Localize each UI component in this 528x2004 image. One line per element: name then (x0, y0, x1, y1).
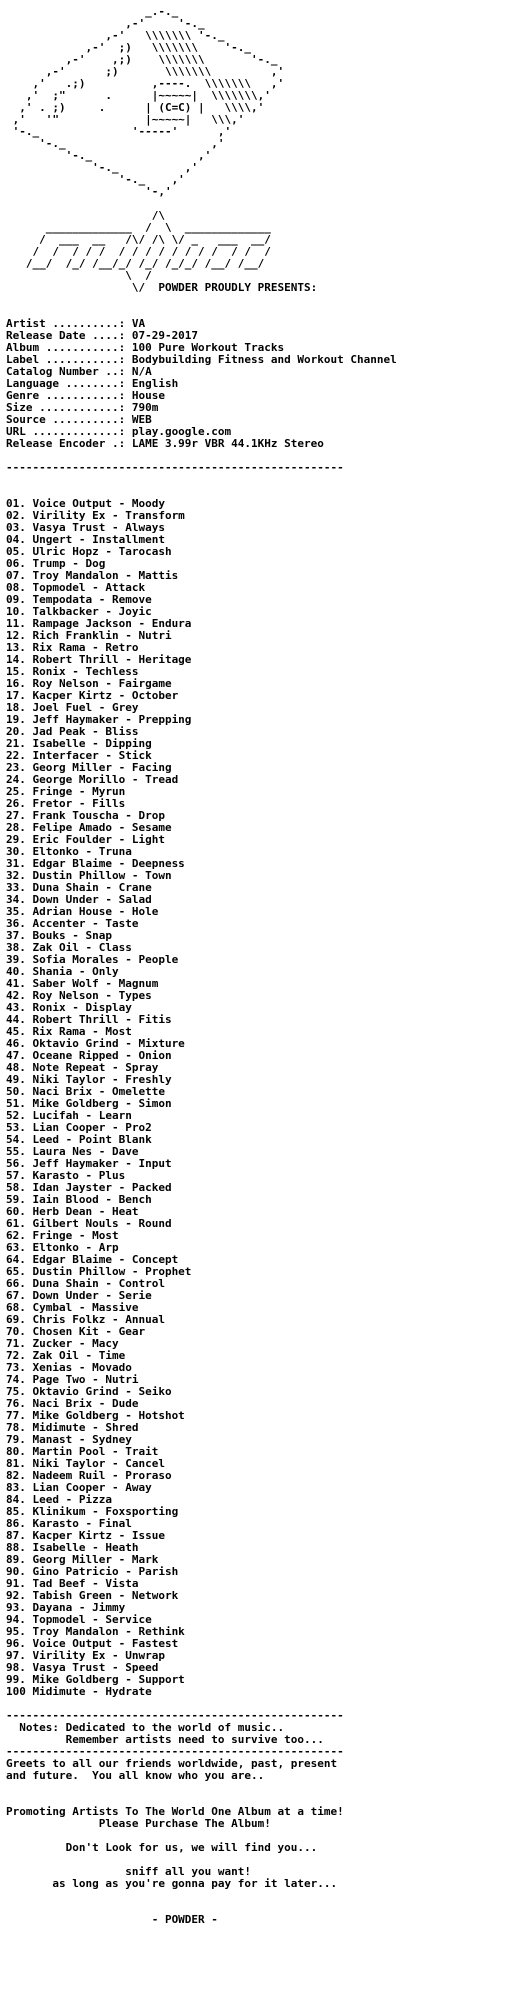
nfo-line: 92. Tabish Green - Network (6, 1589, 179, 1602)
nfo-line: ,' . ;) . | (C=C) | \\\\,' (6, 101, 265, 114)
nfo-line: 17. Kacper Kirtz - October (6, 689, 179, 702)
nfo-line: 53. Lian Cooper - Pro2 (6, 1121, 152, 1134)
nfo-line: Promoting Artists To The World One Album at a time! (6, 1805, 344, 1818)
nfo-line: 100 Midimute - Hydrate (6, 1685, 152, 1698)
nfo-line: 42. Roy Nelson - Types (6, 989, 152, 1002)
nfo-line: ,-' ;) \\\\\\\ '-._ (6, 41, 252, 54)
nfo-line: URL .............: play.google.com (6, 425, 232, 438)
nfo-line: '-._ ,' (6, 149, 212, 162)
nfo-line: 26. Fretor - Fills (6, 797, 126, 810)
nfo-line: _.-._ (6, 5, 179, 18)
nfo-line: 61. Gilbert Nouls - Round (6, 1217, 172, 1230)
nfo-line: 73. Xenias - Movado (6, 1361, 132, 1374)
nfo-line: sniff all you want! (6, 1865, 252, 1878)
nfo-line: 52. Lucifah - Learn (6, 1109, 132, 1122)
nfo-line: 81. Niki Taylor - Cancel (6, 1457, 165, 1470)
nfo-line: Genre ...........: House (6, 389, 165, 402)
nfo-line: ,-' '-._ (6, 17, 205, 30)
nfo-line: 24. George Morillo - Tread (6, 773, 179, 786)
nfo-line: 01. Voice Output - Moody (6, 497, 165, 510)
nfo-line: 88. Isabelle - Heath (6, 1541, 139, 1554)
nfo-line: 66. Duna Shain - Control (6, 1277, 165, 1290)
nfo-line: 75. Oktavio Grind - Seiko (6, 1385, 172, 1398)
nfo-line: 35. Adrian House - Hole (6, 905, 159, 918)
nfo-line: 82. Nadeem Ruil - Proraso (6, 1469, 172, 1482)
nfo-line: '-._ ,' (6, 173, 185, 186)
nfo-line: 54. Leed - Point Blank (6, 1133, 152, 1146)
nfo-line: 18. Joel Fuel - Grey (6, 701, 139, 714)
nfo-line: 23. Georg Miller - Facing (6, 761, 172, 774)
nfo-line: 06. Trump - Dog (6, 557, 106, 570)
nfo-line: 78. Midimute - Shred (6, 1421, 139, 1434)
nfo-line: 33. Duna Shain - Crane (6, 881, 152, 894)
nfo-line: 89. Georg Miller - Mark (6, 1553, 159, 1566)
nfo-line: 34. Down Under - Salad (6, 893, 152, 906)
nfo-line: '-._ ,' (6, 137, 225, 150)
nfo-line: 32. Dustin Phillow - Town (6, 869, 172, 882)
nfo-line: 48. Note Repeat - Spray (6, 1061, 159, 1074)
nfo-line: 10. Talkbacker - Joyic (6, 605, 152, 618)
nfo-line: 85. Klinikum - Foxsporting (6, 1505, 179, 1518)
nfo-line: 83. Lian Cooper - Away (6, 1481, 152, 1494)
nfo-line: 25. Fringe - Myrun (6, 785, 126, 798)
nfo-line: 67. Down Under - Serie (6, 1289, 152, 1302)
nfo-line: 64. Edgar Blaime - Concept (6, 1253, 179, 1266)
nfo-line: 19. Jeff Haymaker - Prepping (6, 713, 192, 726)
nfo-line: 99. Mike Goldberg - Support (6, 1673, 185, 1686)
nfo-line: 03. Vasya Trust - Always (6, 521, 165, 534)
nfo-line: 51. Mike Goldberg - Simon (6, 1097, 172, 1110)
nfo-line: Release Encoder .: LAME 3.99r VBR 44.1KHz Stereo (6, 437, 324, 450)
nfo-line: 20. Jad Peak - Bliss (6, 725, 139, 738)
nfo-line: 46. Oktavio Grind - Mixture (6, 1037, 185, 1050)
nfo-line: 44. Robert Thrill - Fitis (6, 1013, 172, 1026)
nfo-line: Catalog Number ..: N/A (6, 365, 152, 378)
nfo-line: Notes: Dedicated to the world of music.. (6, 1721, 285, 1734)
nfo-line: 45. Rix Rama - Most (6, 1025, 132, 1038)
nfo-line: 63. Eltonko - Arp (6, 1241, 119, 1254)
nfo-line: 16. Roy Nelson - Fairgame (6, 677, 172, 690)
nfo-line: 41. Saber Wolf - Magnum (6, 977, 159, 990)
nfo-line: 38. Zak Oil - Class (6, 941, 132, 954)
nfo-line: 07. Troy Mandalon - Mattis (6, 569, 179, 582)
nfo-line: /\ (6, 209, 165, 222)
nfo-line: /__/ /_/ /__/_/ /_/ /_/_/ /__/ /__/ (6, 257, 265, 270)
nfo-line: 91. Tad Beef - Vista (6, 1577, 139, 1590)
nfo-line: 58. Idan Jayster - Packed (6, 1181, 172, 1194)
nfo-line: 95. Troy Mandalon - Rethink (6, 1625, 185, 1638)
nfo-line: / / / / / / / / / / / / / / / / (6, 245, 271, 258)
nfo-line: Source ..........: WEB (6, 413, 152, 426)
nfo-line: 15. Ronix - Techless (6, 665, 139, 678)
nfo-line: 76. Naci Brix - Dude (6, 1397, 139, 1410)
nfo-line: 80. Martin Pool - Trait (6, 1445, 159, 1458)
nfo-line: 60. Herb Dean - Heat (6, 1205, 139, 1218)
nfo-line: Album ...........: 100 Pure Workout Tracks (6, 341, 285, 354)
nfo-line: 79. Manast - Sydney (6, 1433, 132, 1446)
nfo-line: 27. Frank Touscha - Drop (6, 809, 165, 822)
nfo-line: Please Purchase The Album! (6, 1817, 271, 1830)
nfo-line: 40. Shania - Only (6, 965, 119, 978)
nfo-line: --------------------------------------------------- (6, 1745, 344, 1758)
nfo-line: 96. Voice Output - Fastest (6, 1637, 179, 1650)
nfo-line: _____________ / \ _____________ (6, 221, 271, 234)
nfo-line: 12. Rich Franklin - Nutri (6, 629, 172, 642)
nfo-line: 87. Kacper Kirtz - Issue (6, 1529, 165, 1542)
nfo-line: 11. Rampage Jackson - Endura (6, 617, 192, 630)
nfo-line (6, 1782, 397, 1794)
nfo-line: 02. Virility Ex - Transform (6, 509, 185, 522)
nfo-line: 55. Laura Nes - Dave (6, 1145, 139, 1158)
nfo-line: Greets to all our friends worldwide, past, present (6, 1757, 338, 1770)
nfo-line: Size ............: 790m (6, 401, 159, 414)
nfo-line: 13. Rix Rama - Retro (6, 641, 139, 654)
nfo-line: Language ........: English (6, 377, 179, 390)
nfo-line: 37. Bouks - Snap (6, 929, 112, 942)
nfo-line: Don't Look for us, we will find you... (6, 1841, 318, 1854)
nfo-line: '-._ '-----' ,' (6, 125, 232, 138)
nfo-line: Artist ..........: VA (6, 317, 146, 330)
nfo-line: 28. Felipe Amado - Sesame (6, 821, 172, 834)
nfo-line: \ / (6, 269, 152, 282)
nfo-line: 50. Naci Brix - Omelette (6, 1085, 165, 1098)
nfo-line: 29. Eric Foulder - Light (6, 833, 165, 846)
nfo-line: as long as you're gonna pay for it later... (6, 1877, 338, 1890)
nfo-line: 94. Topmodel - Service (6, 1613, 152, 1626)
nfo-line: 21. Isabelle - Dipping (6, 737, 152, 750)
nfo-line: 09. Tempodata - Remove (6, 593, 152, 606)
nfo-line: 84. Leed - Pizza (6, 1493, 112, 1506)
nfo-line: ,' '" |~~~~~| \\\,' (6, 113, 245, 126)
nfo-line: 49. Niki Taylor - Freshly (6, 1073, 172, 1086)
nfo-line: ,' ;" . |~~~~~| \\\\\\\,' (6, 89, 271, 102)
nfo-line: and future. You all know who you are.. (6, 1769, 265, 1782)
nfo-text-block (6, 6, 397, 1926)
nfo-line: 39. Sofia Morales - People (6, 953, 179, 966)
nfo-line: Release Date ....: 07-29-2017 (6, 329, 199, 342)
nfo-line: 70. Chosen Kit - Gear (6, 1325, 146, 1338)
nfo-line: 62. Fringe - Most (6, 1229, 119, 1242)
nfo-line: '-._ ,' (6, 161, 199, 174)
nfo-line: - POWDER - (6, 1913, 218, 1926)
nfo-line: ,' .;) ,----. \\\\\\\ ,' (6, 77, 285, 90)
nfo-line: --------------------------------------------------- (6, 461, 344, 474)
nfo-line (6, 294, 397, 306)
nfo-line: 93. Dayana - Jimmy (6, 1601, 126, 1614)
nfo-line: / ___ __ /\/ /\ \/ _ ___ __/ (6, 233, 271, 246)
nfo-line: 56. Jeff Haymaker - Input (6, 1157, 172, 1170)
nfo-line: ,-' ;) \\\\\\\ ,' (6, 65, 285, 78)
nfo-line: 77. Mike Goldberg - Hotshot (6, 1409, 185, 1422)
nfo-line: 97. Virility Ex - Unwrap (6, 1649, 165, 1662)
nfo-line: --------------------------------------------------- (6, 1709, 344, 1722)
nfo-line: 68. Cymbal - Massive (6, 1301, 139, 1314)
nfo-line: 86. Karasto - Final (6, 1517, 132, 1530)
nfo-line: 05. Ulric Hopz - Tarocash (6, 545, 172, 558)
nfo-line: 47. Oceane Ripped - Onion (6, 1049, 172, 1062)
nfo-line: Label ...........: Bodybuilding Fitness and Workout Channel (6, 353, 397, 366)
nfo-line: '-,' (6, 185, 172, 198)
nfo-line: Remember artists need to survive too... (6, 1733, 324, 1746)
nfo-line: 31. Edgar Blaime - Deepness (6, 857, 185, 870)
nfo-line: 22. Interfacer - Stick (6, 749, 152, 762)
nfo-line: 90. Gino Patricio - Parish (6, 1565, 179, 1578)
nfo-line: 36. Accenter - Taste (6, 917, 139, 930)
nfo-line: 14. Robert Thrill - Heritage (6, 653, 192, 666)
nfo-line: 04. Ungert - Installment (6, 533, 165, 546)
nfo-line: 30. Eltonko - Truna (6, 845, 132, 858)
nfo-line: 65. Dustin Phillow - Prophet (6, 1265, 192, 1278)
nfo-line: 69. Chris Folkz - Annual (6, 1313, 165, 1326)
nfo-line: 98. Vasya Trust - Speed (6, 1661, 159, 1674)
nfo-line: ,-' \\\\\\\ '-._ (6, 29, 225, 42)
nfo-line: 43. Ronix - Display (6, 1001, 132, 1014)
nfo-line (6, 1890, 397, 1902)
nfo-line (6, 474, 397, 486)
nfo-line: ,-' ,;) \\\\\\\ '-._ (6, 53, 278, 66)
nfo-line: \/ POWDER PROUDLY PRESENTS: (6, 281, 318, 294)
nfo-line: 08. Topmodel - Attack (6, 581, 146, 594)
nfo-line: 71. Zucker - Macy (6, 1337, 119, 1350)
nfo-line: 74. Page Two - Nutri (6, 1373, 139, 1386)
nfo-line: 59. Iain Blood - Bench (6, 1193, 152, 1206)
nfo-line: 72. Zak Oil - Time (6, 1349, 126, 1362)
nfo-line: 57. Karasto - Plus (6, 1169, 126, 1182)
